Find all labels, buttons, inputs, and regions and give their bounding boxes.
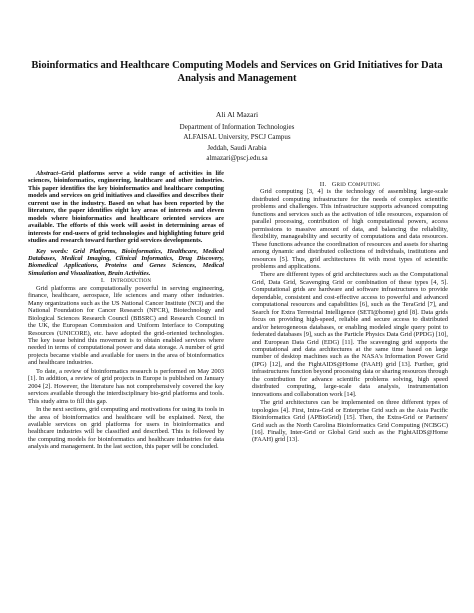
author-department: Department of Information Technologies: [179, 122, 295, 131]
paper-title: Bioinformatics and Healthcare Computing Models and Services on Grid Initiatives for Data Analysis and Management: [31, 60, 443, 85]
section-heading-introduction: [28, 277, 224, 284]
author-block: [137, 110, 337, 164]
keywords: [28, 248, 224, 278]
keywords-label: Key words:: [36, 247, 69, 255]
author-name: Ali Al Mazari: [215, 110, 259, 119]
author-institution: ALFAISAL University, PSCJ Campus: [183, 133, 291, 141]
keywords-text: Grid Platforms, Bioinformatics, Healthcare, Medical Databases, Medical Imaging, Clinical Informatics, Drug Discovery, Biomedical Applications, Proteins and Genes Sciences, Medical Simulation and Visualization, Brain Activities.: [28, 247, 224, 277]
author-city: Jeddah, Saudi Arabia: [207, 143, 267, 152]
abstract-text: –Grid platforms serve a wide range of activities in life sciences, bioinformatics, engineering, healthcare and other industries. This paper identifies the key bioinformatics and healthcare computing models and services on grid initiatives and classifies and describes their current use in the industry. Based on what has been reported by the literature, the paper identifies eight key areas of interests and eleven models where bioinformatics and healthcare oriented services are available. The efforts of this work will assist in determining areas of interests for end-users of grid technologies and highlighting future grid studies and research toward further grid services developments.: [28, 170, 224, 245]
section-title: Grid Computing: [331, 181, 381, 188]
paragraph: In the next sections, grid computing and motivations for using its tools in the area of bioinformatics and healthcare will be explained. Next, the available services on grid platforms for users in bioinformatics and healthcare industries will be classified and described. This is followed by the computing models for bioinformatics and healthcare industries for data analysis and management. In the last section, this paper will be concluded.: [28, 406, 224, 451]
paragraph: There are different types of grid architectures such as the Computational Grid, Data Grid, Scavenging Grid or combination of these types [4, 5]. Computational grids are hardware and software infrastructures to provide dependable, consistent and cost-effective access to powerful and advanced computational resources and capabilities [6], such as the TeraGrid [7], and Search for Extra Terrestrial Intelligence (SETI@home) grid [8]. Data grids focus on providing high-speed, reliable and secure access to distributed and/or heterogeneous databases, or enabling modeled single query point to federated databases [9], such as the Particle Physics Data Grid (PPDG) [10], and European Data Grid (EDG) [11]. The scavenging grid supports the computational and data architectures at the same time based on large number of desktop machines such as the NASA's Information Power Grid (IPG) [12], and the FightAIDS@Home (FAAH) grid [13]. Further, grid infrastructures function beyond processing data or sharing resources through the contribution for advance scientific problems solving, high speed distributed computing, large-scale data analysis, instrumentation innovations and collaboration work [14].: [252, 271, 448, 398]
section-title: Introduction: [110, 277, 152, 285]
section-number: I.: [100, 277, 106, 285]
paragraph: The grid architectures can be implemented on three different types of topologies [4]. First, Intra-Grid or Enterprise Grid such as the Asia Pacific Bioinformatics Grid (APBioGrid) [15]. Then, the Extra-Grid or Partners' Grid such as the North Carolina Bioinformatics Grid Computing (NCBGC) [16]. Finally, Inter-Grid or Global Grid such as the FightAIDS@Home (FAAH) grid [13].: [252, 399, 448, 444]
paragraph: Grid platforms are computationally powerful in serving engineering, finance, healthcare, aerospace, life sciences and many other industries. Many organizations such as the US National Cancer Institute (NCI) and the National Foundation for Cancer Research (NFCR), Biotechnology and Biological Sciences Research Council (BBSRC) and Research Council in the UK, the European Commission and Uniform Interface to Computing Resources (UNICORE), etc. have adopted the grid-oriented technologies. The key issue behind this movement is to obtain enabled services where needed in terms of computational power and data storage. A number of grid projects became visible and available for users in the area of bioinformatics and healthcare industries.: [28, 284, 224, 367]
abstract: [28, 170, 224, 245]
abstract-label: Abstract: [36, 170, 59, 177]
author-email: almazari@pscj.edu.sa: [206, 154, 268, 162]
paragraph: To date, a review of bioinformatics research is performed on May 2003 [1]. In addition, a review of grid projects in Europe is published on January 2004 [2]. However, the literature has not comprehensively covered the key services available through the interdisciplinary bio-grid platforms and tools. This study aims to fill this gap.: [28, 367, 224, 405]
left-column: [28, 170, 224, 451]
paragraph: Grid computing [3, 4] is the technology of assembling large-scale distributed computing infrastructure for the needs of complex scientific problems and challenges. This infrastructure supports advanced computing functions and services such as the activation of idle resources, expansion of parallel processing, contribution of high computational powers, access permissions to massive amount of data, and balancing the reliability, flexibility, manageability and security of computations and data resources. These functions advance the coordination of resources and assets for sharing among dynamic and distributed collections of individuals, institutions and resources [5]. Thus, grid architectures fit with most types of scientific problems and applications.: [252, 188, 448, 270]
section-heading-grid-computing: [252, 181, 448, 188]
section-number: II.: [319, 181, 327, 188]
right-column: [252, 181, 448, 444]
